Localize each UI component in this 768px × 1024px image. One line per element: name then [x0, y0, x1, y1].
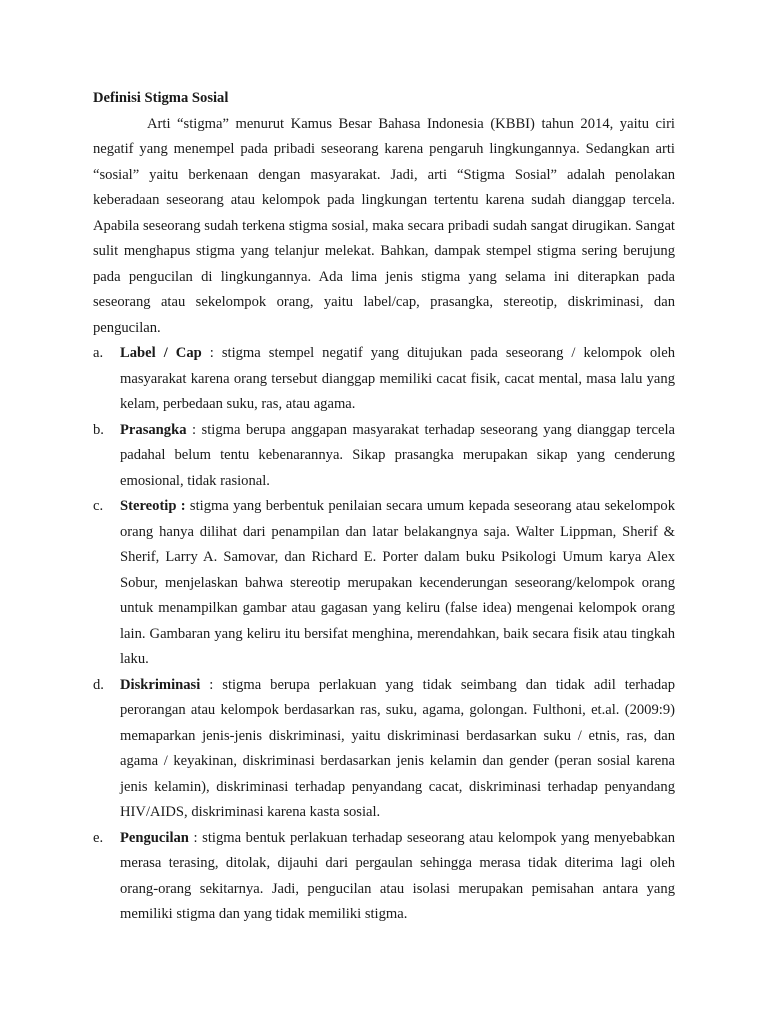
list-item-prasangka — [93, 418, 675, 495]
list-item-pengucilan — [93, 826, 675, 928]
list-item-text: : stigma berupa perlakuan yang tidak seimbang dan tidak adil terhadap perorangan atau kelompok berdasarkan ras, suku, agama, golongan. Fulthoni, et.al. (2009:9) memaparkan jenis-jenis diskriminasi, yaitu diskriminasi berdasarkan suku / etnis, ras, dan agama / keyakinan, diskriminasi berdasarkan jenis kelamin dan gender (peran sosial karena jenis kelamin), diskriminasi terhadap penyandang cacat, diskriminasi terhadap penyandang HIV/AIDS, diskriminasi karena kasta sosial. — [120, 676, 675, 820]
list-marker: b. — [93, 421, 104, 438]
list-item-term: Pengucilan — [120, 829, 189, 846]
list-item-text: stigma yang berbentuk penilaian secara umum kepada seseorang atau sekelompok orang hanya dilihat dari penampilan dan latar belakangnya saja. Walter Lippman, Sherif & Sherif, Larry A. Samovar, dan Richard E. Porter dalam buku Psikologi Umum karya Alex Sobur, menjelaskan bahwa stereotip merupakan kecenderungan seseorang/kelompok orang untuk menampilkan gambar atau gagasan yang keliru (false idea) mengenai kelompok orang lain. Gambaran yang keliru itu bersifat menghina, merendahkan, baik secara fisik atau tingkah laku. — [120, 498, 675, 667]
list-item-body — [120, 341, 675, 418]
list-item-body — [120, 673, 675, 826]
list-item-label-cap — [93, 341, 675, 418]
intro-paragraph: Arti “stigma” menurut Kamus Besar Bahasa Indonesia (KBBI) tahun 2014, yaitu ciri negatif yang menempel pada pribadi seseorang karena pengaruh lingkungannya. Sedangkan arti “sosial” yaitu berkenaan dengan masyarakat. Jadi, arti “Stigma Sosial” adalah penolakan keberadaan seseorang atau kelompok pada lingkungan tertentu karena sudah dianggap tercela. Apabila seseorang sudah terkena stigma sosial, maka secara pribadi sudah sangat dirugikan. Sangat sulit menghapus stigma yang telanjur melekat. Bahkan, dampak stempel stigma sering berujung pada pengucilan di lingkungannya. Ada lima jenis stigma yang selama ini diterapkan pada seseorang atau sekelompok orang, yaitu label/cap, prasangka, stereotip, diskriminasi, dan pengucilan. — [93, 115, 675, 336]
list-marker: a. — [93, 345, 104, 361]
list-marker: d. — [93, 676, 104, 693]
list-item-body — [120, 826, 675, 928]
list-item-text: : stigma berupa anggapan masyarakat terhadap seseorang yang dianggap tercela padahal belum tentu kebenarannya. Sikap prasangka merupakan sikap yang cenderung emosional, tidak rasional. — [120, 421, 675, 489]
list-item-diskriminasi — [93, 673, 675, 826]
list-item-term: Prasangka — [120, 421, 187, 438]
list-item-term: Diskriminasi — [120, 676, 201, 693]
document-title: Definisi Stigma Sosial — [93, 90, 229, 106]
stigma-type-list — [93, 341, 675, 928]
list-item-term: Label / Cap — [120, 345, 202, 361]
list-item-term: Stereotip : — [120, 498, 186, 514]
list-item-body — [120, 494, 675, 673]
list-item-text: : stigma stempel negatif yang ditujukan pada seseorang / kelompok oleh masyarakat karena orang tersebut dianggap memiliki cacat fisik, cacat mental, masa lalu yang kelam, perbedaan suku, ras, atau agama. — [120, 345, 675, 412]
list-marker: c. — [93, 498, 104, 514]
document-page — [93, 86, 675, 928]
list-item-text: : stigma bentuk perlakuan terhadap seseorang atau kelompok yang menyebabkan merasa terasing, ditolak, dijauhi dari pergaulan sehingga merasa tidak diterima lagi oleh orang-orang sekitarnya. Jadi, pengucilan atau isolasi merupakan pemisahan antara yang memiliki stigma dan yang tidak memiliki stigma. — [120, 829, 675, 922]
list-marker: e. — [93, 829, 104, 846]
list-item-stereotip — [93, 494, 675, 673]
list-item-body — [120, 418, 675, 495]
